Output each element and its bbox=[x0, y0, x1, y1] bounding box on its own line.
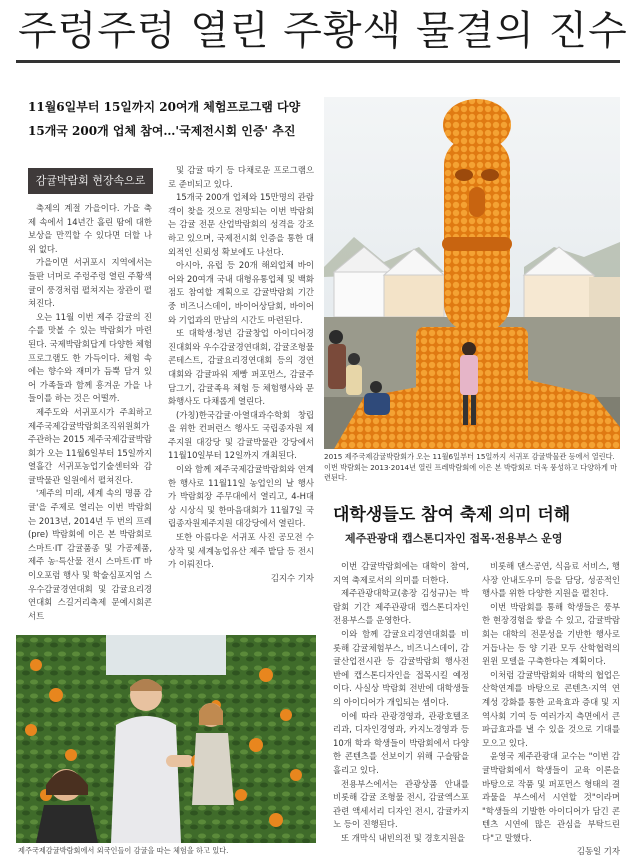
article-column-4 bbox=[482, 560, 620, 856]
kicker-subhead: 제주관광대 캡스톤디자인 접목·전용부스 운영 bbox=[345, 532, 563, 545]
paragraph: 제주관광대학교(총장 김성규)는 박람회 기간 제주관광대 캡스톤디자인 전용부스를 운영한다. bbox=[333, 588, 469, 626]
paragraph: 또 대학생·청년 감귤창업 아이디어경진대회와 우수감귤경연대회, 감귤조형물 콘테스트, 감귤요리경연대회 등의 경연대회와 감귤파워 제빵 퍼포먼스, 감귤주 담그기, 감귤족욕 체험 등 체험행사와 문화행사도 다채롭게 열린다. bbox=[168, 328, 314, 407]
headline: 주렁주렁 열린 주황색 물결의 진수 bbox=[18, 8, 628, 54]
paragraph: 축제의 계절 가을이다. 가을 축제 속에서 14년간 흘린 땀에 대한 보상을 만끽할 수 있다면 더할 나위 없다. bbox=[28, 203, 152, 254]
paragraph: 또한 아름다운 서귀포 사진 공모전 수상작 및 세계농업유산 제주 밭담 등 전시가 이뤄진다. bbox=[168, 532, 314, 570]
section-label: 감귤박람회 현장속으로 bbox=[28, 168, 153, 194]
paragraph: 오는 11월 이번 제주 감귤의 진수를 맛볼 수 있는 박람회가 마련된다. 국제박람회답게 다양한 체험 프로그램도 한 가득이다. 체험 속에는 향수와 재미가 듬뿍 담겨 있어 가족들과 함께 흥겨운 가을 나들이를 하는 것은 어떨까. bbox=[28, 311, 152, 404]
paragraph: 이와 함께 제주국제감귤박람회와 연계한 행사로 11월11일 농업인의 날 행사가 박람회장 주무대에서 열리고, 4-H대상 시상식 및 한마음대회가 11월7일 국립종자원제주지원 대강당에서 열린다. bbox=[168, 464, 314, 529]
paragraph: 아시아, 유럽 등 20개 해외업체 바이어와 20여개 국내 대형유통업체 및 백화점도 참여할 계획으로 감귤박람회 기간 중 비즈니스데이, 바이어상담회, 바이어와 기업과의 만남의 시간도 마련된다. bbox=[168, 260, 314, 325]
kicker-headline: 대학생들도 참여 축제 의미 더해 bbox=[333, 505, 571, 525]
paragraph: 윤영국 제주관광대 교수는 "이번 감귤박람회에서 학생들이 교육 이론을 바탕으로 작품 및 퍼포먼스 형태의 결과물을 부스에서 시연할 것"이라며 "학생들의 기발한 아이디어가 담긴 콘텐츠 시연에 많은 관심을 부탁드린다"고 말했다. bbox=[482, 751, 620, 843]
paragraph: 또 개막식 내빈의전 및 경호지원을 bbox=[341, 832, 465, 843]
paragraph: 비롯해 댄스공연, 식음료 서비스, 행사장 안내도우미 등을 담당, 성공적인 행사를 위한 다양한 지원을 펼친다. bbox=[482, 561, 620, 599]
article-column-2 bbox=[168, 164, 314, 622]
photo-tangerine-statue bbox=[324, 97, 620, 449]
paragraph: 이번 감귤박람회에는 대학이 참여, 지역 축제로서의 의미를 더한다. bbox=[333, 561, 469, 585]
subhead-2: 15개국 200개 업체 참여…'국제전시회 인증' 추진 bbox=[28, 124, 296, 138]
paragraph: 전용부스에서는 관광상품 안내를 비롯해 감귤 조형물 전시, 감귤엑스포 관련 액세서리 디자인 전시, 감귤카지노 등이 진행된다. bbox=[333, 778, 469, 830]
paragraph: 이처럼 감귤박람회와 대학의 협업은 산학연계를 바탕으로 콘텐츠·지역 연계성 강화를 통한 교육효과 증대 및 지역사회 기여 등 여러가지 측면에서 큰 파급효과를 낼 수 있을 것으로 기대를 모으고 있다. bbox=[482, 669, 620, 748]
photo-caption-bottom: 제주국제감귤박람회에서 외국인들이 감귤을 따는 체험을 하고 있다. bbox=[18, 846, 229, 855]
photo-caption-top: 2015 제주국제감귤박람회가 오는 11월6일부터 15일까지 서귀포 감귤박물관 등에서 열린다. 이번 박람회는 2013·2014년 열린 프레박람회에 이은 본 박람회로 더욱 풍성하고 다양하게 마련된다. bbox=[324, 452, 618, 482]
paragraph: 이번 박람회를 통해 학생들은 풍부한 현장경험을 쌓을 수 있고, 감귤박람회는 대학의 전문성을 기반한 행사로 거듭나는 등 양 기관 모두 산학협력의 윈윈 모델을 구축한다는 계획이다. bbox=[482, 601, 620, 667]
article-column-3 bbox=[333, 560, 469, 856]
paragraph: 이와 함께 감귤요리경연대회를 비롯해 감귤체험부스, 비즈니스데이, 감귤산업전시관 등 감귤박람회 행사전반에 캡스톤디자인을 접목시킬 예정이다. 사실상 박람회 전반에 대학생들의 아이디어가 개입되는 셈이다. bbox=[333, 628, 469, 707]
photo-tangerine-picking bbox=[16, 635, 316, 843]
subhead-1: 11월6일부터 15일까지 20여개 체험프로그램 다양 bbox=[28, 100, 301, 114]
paragraph: 및 감귤 따기 등 다채로운 프로그램으로 준비되고 있다. bbox=[168, 165, 314, 189]
paragraph: 제주도와 서귀포시가 주최하고 제주국제감귤박람회조직위원회가 주관하는 2015 제주국제감귤박람회가 오는 11월6일부터 15일까지 열흘간 서귀포농업기술센터와 감귤박물관 일원에서 펼쳐진다. bbox=[28, 406, 152, 485]
paragraph: 15개국 200개 업체와 15만명의 관람객이 찾을 것으로 전망되는 이번 박람회는 감귤 전문 산업박람회의 성격을 강조하고 있으며, 국제전시회 인증을 통한 대외적인 신뢰성 확보에도 나선다. bbox=[168, 192, 314, 257]
headline-rule bbox=[16, 60, 620, 63]
paragraph: 가을이면 서귀포시 지역에서는 들판 너머로 주렁주렁 열린 주황색 귤이 풍경처럼 펼쳐지는 장관이 펼쳐진다. bbox=[28, 257, 152, 309]
paragraph: 이에 따라 관광경영과, 관광호텔조리과, 디자인경영과, 카지노경영과 등 10개 학과 학생들이 박람회에서 다양한 콘텐츠를 선보이기 위해 구슬땀을 흘리고 있다. bbox=[333, 710, 469, 775]
byline: 김지수 기자 bbox=[270, 572, 314, 583]
paragraph: (가칭)한국감귤·아열대과수학회 창립을 위한 컨퍼런스 행사도 국립종자원 제주지원 대강당 및 감귤박물관 강당에서 11월10일부터 12일까지 개최된다. bbox=[168, 409, 314, 461]
article-column-1 bbox=[28, 202, 152, 622]
paragraph: '제주의 미래, 세계 속의 명품 감귤'을 주제로 열리는 이번 박람회는 2013년, 2014년 두 번의 프레(pre) 박람회에 이은 본 박람회로 스마트·IT 감귤품종 및 가공제품, 제주 농·특산물 전시 스마트·IT 바이오포럼 행사 및 학술심포지엄 스우수감귤경연대회 및 감귤요리경연대회 스길거리축제 문예시회콘서트 bbox=[28, 488, 152, 621]
byline: 김동일 기자 bbox=[576, 846, 620, 856]
